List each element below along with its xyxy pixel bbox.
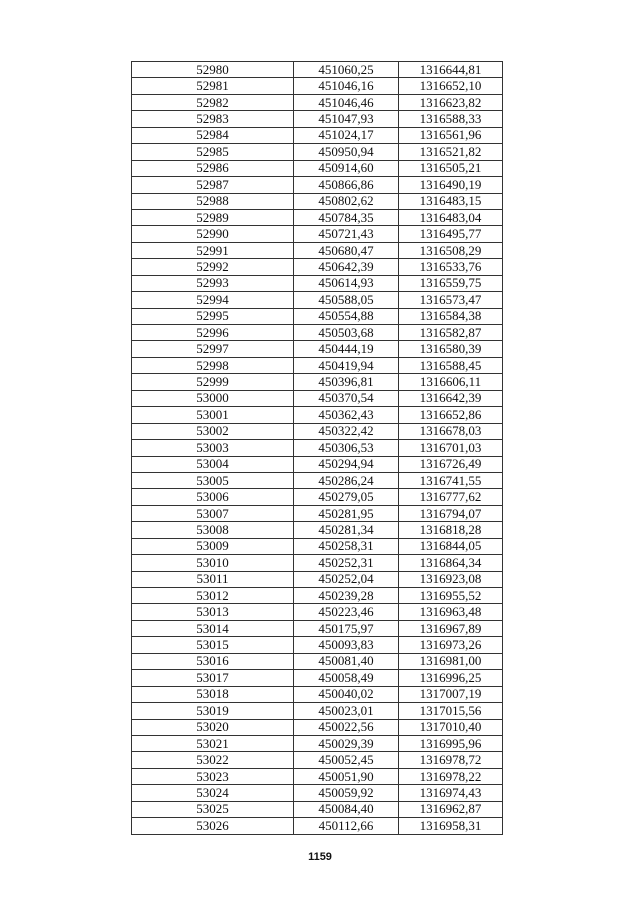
table-row: [132, 226, 503, 242]
y-coordinate-cell: 1316978,22: [399, 768, 503, 784]
table-row: [132, 555, 503, 571]
y-coordinate-cell: 1316967,89: [399, 620, 503, 636]
y-coordinate-cell: 1316701,03: [399, 440, 503, 456]
y-coordinate-cell: 1316955,52: [399, 588, 503, 604]
x-coordinate-cell: 450040,02: [294, 686, 399, 702]
y-coordinate-cell: 1316533,76: [399, 259, 503, 275]
y-coordinate-cell: 1316864,34: [399, 555, 503, 571]
y-coordinate-cell: 1316962,87: [399, 801, 503, 817]
y-coordinate-cell: 1316642,39: [399, 390, 503, 406]
table-row: [132, 522, 503, 538]
table-row: [132, 275, 503, 291]
page-number: 1159: [308, 851, 332, 863]
x-coordinate-cell: 450258,31: [294, 538, 399, 554]
point-id-cell: 53012: [132, 588, 294, 604]
point-id-cell: 53006: [132, 489, 294, 505]
y-coordinate-cell: 1316490,19: [399, 177, 503, 193]
x-coordinate-cell: 451047,93: [294, 111, 399, 127]
point-id-cell: 53015: [132, 637, 294, 653]
x-coordinate-cell: 450093,83: [294, 637, 399, 653]
point-id-cell: 52983: [132, 111, 294, 127]
point-id-cell: 53010: [132, 555, 294, 571]
x-coordinate-cell: 450614,93: [294, 275, 399, 291]
x-coordinate-cell: 450281,95: [294, 505, 399, 521]
coordinates-table-body: [132, 62, 503, 835]
x-coordinate-cell: 450084,40: [294, 801, 399, 817]
y-coordinate-cell: 1316678,03: [399, 423, 503, 439]
y-coordinate-cell: 1316606,11: [399, 374, 503, 390]
y-coordinate-cell: 1316559,75: [399, 275, 503, 291]
table-row: [132, 686, 503, 702]
point-id-cell: 52995: [132, 308, 294, 324]
x-coordinate-cell: 450680,47: [294, 242, 399, 258]
y-coordinate-cell: 1316623,82: [399, 94, 503, 110]
point-id-cell: 53018: [132, 686, 294, 702]
x-coordinate-cell: 450914,60: [294, 160, 399, 176]
point-id-cell: 53019: [132, 703, 294, 719]
y-coordinate-cell: 1316844,05: [399, 538, 503, 554]
y-coordinate-cell: 1316958,31: [399, 818, 503, 834]
table-row: [132, 390, 503, 406]
table-row: [132, 801, 503, 817]
point-id-cell: 53025: [132, 801, 294, 817]
x-coordinate-cell: 451046,46: [294, 94, 399, 110]
y-coordinate-cell: 1316652,86: [399, 407, 503, 423]
point-id-cell: 53026: [132, 818, 294, 834]
table-row: [132, 127, 503, 143]
x-coordinate-cell: 450279,05: [294, 489, 399, 505]
table-row: [132, 505, 503, 521]
x-coordinate-cell: 450281,34: [294, 522, 399, 538]
y-coordinate-cell: 1316584,38: [399, 308, 503, 324]
x-coordinate-cell: 450322,42: [294, 423, 399, 439]
y-coordinate-cell: 1316923,08: [399, 571, 503, 587]
table-row: [132, 177, 503, 193]
x-coordinate-cell: 450051,90: [294, 768, 399, 784]
y-coordinate-cell: 1316981,00: [399, 653, 503, 669]
point-id-cell: 53017: [132, 670, 294, 686]
point-id-cell: 53002: [132, 423, 294, 439]
y-coordinate-cell: 1316505,21: [399, 160, 503, 176]
y-coordinate-cell: 1317010,40: [399, 719, 503, 735]
table-row: [132, 588, 503, 604]
x-coordinate-cell: 450802,62: [294, 193, 399, 209]
x-coordinate-cell: 450022,56: [294, 719, 399, 735]
x-coordinate-cell: 450444,19: [294, 341, 399, 357]
y-coordinate-cell: 1316521,82: [399, 144, 503, 160]
point-id-cell: 52984: [132, 127, 294, 143]
table-row: [132, 538, 503, 554]
x-coordinate-cell: 450370,54: [294, 390, 399, 406]
x-coordinate-cell: 451060,25: [294, 62, 399, 78]
point-id-cell: 53005: [132, 472, 294, 488]
table-row: [132, 489, 503, 505]
point-id-cell: 52996: [132, 325, 294, 341]
point-id-cell: 53003: [132, 440, 294, 456]
point-id-cell: 52985: [132, 144, 294, 160]
table-row: [132, 94, 503, 110]
table-row: [132, 308, 503, 324]
table-row: [132, 78, 503, 94]
x-coordinate-cell: 450784,35: [294, 209, 399, 225]
y-coordinate-cell: 1316777,62: [399, 489, 503, 505]
y-coordinate-cell: 1316973,26: [399, 637, 503, 653]
table-row: [132, 325, 503, 341]
x-coordinate-cell: 450419,94: [294, 357, 399, 373]
table-row: [132, 456, 503, 472]
x-coordinate-cell: 450175,97: [294, 620, 399, 636]
point-id-cell: 53024: [132, 785, 294, 801]
x-coordinate-cell: 450286,24: [294, 472, 399, 488]
x-coordinate-cell: 450112,66: [294, 818, 399, 834]
table-row: [132, 620, 503, 636]
x-coordinate-cell: 450239,28: [294, 588, 399, 604]
point-id-cell: 52980: [132, 62, 294, 78]
table-row: [132, 209, 503, 225]
table-row: [132, 785, 503, 801]
point-id-cell: 52986: [132, 160, 294, 176]
x-coordinate-cell: 450503,68: [294, 325, 399, 341]
y-coordinate-cell: 1316818,28: [399, 522, 503, 538]
x-coordinate-cell: 450058,49: [294, 670, 399, 686]
x-coordinate-cell: 450306,53: [294, 440, 399, 456]
y-coordinate-cell: 1316963,48: [399, 604, 503, 620]
table-row: [132, 653, 503, 669]
table-row: [132, 193, 503, 209]
point-id-cell: 53021: [132, 735, 294, 751]
point-id-cell: 53000: [132, 390, 294, 406]
point-id-cell: 52987: [132, 177, 294, 193]
point-id-cell: 52994: [132, 292, 294, 308]
x-coordinate-cell: 450588,05: [294, 292, 399, 308]
x-coordinate-cell: 450029,39: [294, 735, 399, 751]
y-coordinate-cell: 1316741,55: [399, 472, 503, 488]
table-row: [132, 423, 503, 439]
table-row: [132, 752, 503, 768]
point-id-cell: 53007: [132, 505, 294, 521]
point-id-cell: 53023: [132, 768, 294, 784]
y-coordinate-cell: 1316996,25: [399, 670, 503, 686]
table-row: [132, 160, 503, 176]
point-id-cell: 53013: [132, 604, 294, 620]
y-coordinate-cell: 1316561,96: [399, 127, 503, 143]
y-coordinate-cell: 1316588,45: [399, 357, 503, 373]
y-coordinate-cell: 1316580,39: [399, 341, 503, 357]
table-row: [132, 818, 503, 834]
y-coordinate-cell: 1316974,43: [399, 785, 503, 801]
x-coordinate-cell: 450866,86: [294, 177, 399, 193]
x-coordinate-cell: 450642,39: [294, 259, 399, 275]
y-coordinate-cell: 1317007,19: [399, 686, 503, 702]
y-coordinate-cell: 1316652,10: [399, 78, 503, 94]
table-row: [132, 735, 503, 751]
point-id-cell: 52999: [132, 374, 294, 390]
point-id-cell: 53016: [132, 653, 294, 669]
x-coordinate-cell: 450252,31: [294, 555, 399, 571]
x-coordinate-cell: 450252,04: [294, 571, 399, 587]
y-coordinate-cell: 1316978,72: [399, 752, 503, 768]
point-id-cell: 52981: [132, 78, 294, 94]
table-row: [132, 292, 503, 308]
table-row: [132, 341, 503, 357]
x-coordinate-cell: 450950,94: [294, 144, 399, 160]
y-coordinate-cell: 1316573,47: [399, 292, 503, 308]
point-id-cell: 52998: [132, 357, 294, 373]
table-row: [132, 144, 503, 160]
table-row: [132, 571, 503, 587]
table-row: [132, 259, 503, 275]
point-id-cell: 53011: [132, 571, 294, 587]
x-coordinate-cell: 450294,94: [294, 456, 399, 472]
table-row: [132, 111, 503, 127]
x-coordinate-cell: 450362,43: [294, 407, 399, 423]
table-row: [132, 407, 503, 423]
x-coordinate-cell: 450554,88: [294, 308, 399, 324]
x-coordinate-cell: 450059,92: [294, 785, 399, 801]
y-coordinate-cell: 1316794,07: [399, 505, 503, 521]
point-id-cell: 52988: [132, 193, 294, 209]
table-row: [132, 472, 503, 488]
x-coordinate-cell: 451046,16: [294, 78, 399, 94]
table-row: [132, 357, 503, 373]
point-id-cell: 53022: [132, 752, 294, 768]
point-id-cell: 53009: [132, 538, 294, 554]
point-id-cell: 52982: [132, 94, 294, 110]
table-row: [132, 768, 503, 784]
table-row: [132, 670, 503, 686]
x-coordinate-cell: 450721,43: [294, 226, 399, 242]
y-coordinate-cell: 1316644,81: [399, 62, 503, 78]
coordinates-table: [131, 61, 503, 835]
table-row: [132, 637, 503, 653]
point-id-cell: 52991: [132, 242, 294, 258]
table-row: [132, 703, 503, 719]
table-row: [132, 719, 503, 735]
point-id-cell: 52989: [132, 209, 294, 225]
y-coordinate-cell: 1316495,77: [399, 226, 503, 242]
table-row: [132, 242, 503, 258]
point-id-cell: 52997: [132, 341, 294, 357]
point-id-cell: 53008: [132, 522, 294, 538]
x-coordinate-cell: 450052,45: [294, 752, 399, 768]
y-coordinate-cell: 1316995,96: [399, 735, 503, 751]
y-coordinate-cell: 1316508,29: [399, 242, 503, 258]
table-row: [132, 62, 503, 78]
y-coordinate-cell: 1316726,49: [399, 456, 503, 472]
table-row: [132, 440, 503, 456]
y-coordinate-cell: 1316588,33: [399, 111, 503, 127]
point-id-cell: 53020: [132, 719, 294, 735]
x-coordinate-cell: 450023,01: [294, 703, 399, 719]
point-id-cell: 53014: [132, 620, 294, 636]
x-coordinate-cell: 450081,40: [294, 653, 399, 669]
y-coordinate-cell: 1316582,87: [399, 325, 503, 341]
point-id-cell: 52992: [132, 259, 294, 275]
point-id-cell: 53004: [132, 456, 294, 472]
point-id-cell: 53001: [132, 407, 294, 423]
x-coordinate-cell: 450396,81: [294, 374, 399, 390]
y-coordinate-cell: 1317015,56: [399, 703, 503, 719]
x-coordinate-cell: 451024,17: [294, 127, 399, 143]
y-coordinate-cell: 1316483,04: [399, 209, 503, 225]
point-id-cell: 52993: [132, 275, 294, 291]
table-row: [132, 604, 503, 620]
y-coordinate-cell: 1316483,15: [399, 193, 503, 209]
table-row: [132, 374, 503, 390]
point-id-cell: 52990: [132, 226, 294, 242]
x-coordinate-cell: 450223,46: [294, 604, 399, 620]
